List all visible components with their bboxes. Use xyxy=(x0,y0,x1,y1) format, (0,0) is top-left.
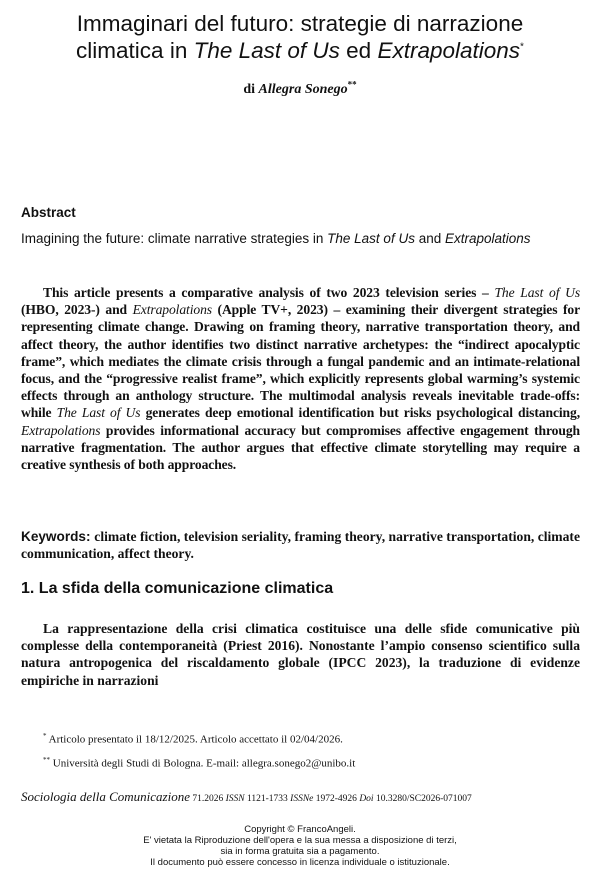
journal-citation xyxy=(21,789,580,805)
footnote-2-text: Università degli Studi di Bologna. E-mail: allegra.sonego2@unibo.it xyxy=(50,757,356,770)
footnote-1 xyxy=(21,726,580,750)
abstract-series-ref: The Last of Us xyxy=(494,285,581,300)
abstract-title-text: Imagining the future: climate narrative strategies in xyxy=(21,231,328,246)
author-name: Allegra Sonego xyxy=(258,82,348,97)
issne-label: ISSNe xyxy=(290,794,314,804)
abstract-title-text: and xyxy=(414,231,445,246)
abstract-series-ref: Extrapolations xyxy=(21,422,101,438)
abstract-series-ref: The Last of Us xyxy=(56,405,141,421)
abstract-text: This article presents a comparative analysis of two 2023 television series – xyxy=(43,285,495,300)
abstract-english-title xyxy=(21,230,580,247)
copyright-line: Copyright © FrancoAngeli. xyxy=(244,824,356,835)
footnote-1-mark: * xyxy=(43,732,47,740)
footnote-2 xyxy=(21,750,580,774)
title-line-1: Immaginari del futuro: strategie di narrazione xyxy=(76,11,524,36)
byline-prefix: di xyxy=(243,82,259,97)
abstract-title-series-2: Extrapolations xyxy=(444,231,531,246)
abstract-title-series-1: The Last of Us xyxy=(327,231,415,246)
section-paragraph: La rappresentazione della crisi climatica costituisce una delle sfide comunicative più complesse della contemporaneità (Priest 2016). Nonostante l’ampio consenso scientifico sulla natura antropogenica del riscaldamento globale (IPCC 2023), la traduzione di evidenze empiriche in narrazioni xyxy=(21,621,580,688)
copyright-line: E' vietata la Riproduzione dell'opera e la sua messa a disposizione di terzi, xyxy=(143,835,457,846)
article-title xyxy=(20,10,580,64)
journal-issue: 71.2026 xyxy=(189,794,226,804)
footnote-2-mark: ** xyxy=(43,755,50,764)
abstract-text: generates deep emotional identification but risks psychological distancing, xyxy=(140,405,581,421)
abstract-heading: Abstract xyxy=(21,205,76,220)
abstract-series-ref: Extrapolations xyxy=(132,302,212,318)
section-heading: 1. La sfida della comunicazione climatica xyxy=(21,580,334,597)
title-series-2: Extrapolations xyxy=(377,38,521,63)
copyright-line: Il documento può essere concesso in licenza individuale o istituzionale. xyxy=(150,857,450,868)
abstract-text: provides informational accuracy but compromises affective engagement through narrative fragmentation. The author argues that effective climate storytelling may require a creative synthesis of both approaches. xyxy=(21,422,580,473)
abstract-body xyxy=(21,284,580,473)
abstract-text: (HBO, 2023-) and xyxy=(21,302,133,318)
journal-name: Sociologia della Comunicazione xyxy=(21,789,190,804)
title-series-1: The Last of Us xyxy=(193,38,340,63)
title-text: climatica in xyxy=(76,38,194,63)
copyright-line: sia in forma gratuita sia a pagamento. xyxy=(220,846,380,857)
issne-value: 1972-4926 xyxy=(313,794,360,804)
title-line-2 xyxy=(20,37,580,64)
author-byline xyxy=(0,79,600,98)
title-text: ed xyxy=(339,38,378,63)
copyright-notice xyxy=(0,824,600,868)
author-footnote-mark: ** xyxy=(347,79,357,90)
footnote-1-text: Articolo presentato il 18/12/2025. Articolo accettato il 02/04/2026. xyxy=(46,733,343,746)
keywords xyxy=(21,528,580,562)
doi-value: 10.3280/SC2026-071007 xyxy=(373,794,472,804)
keywords-list: climate fiction, television seriality, framing theory, narrative transportation, climate communication, affect theory. xyxy=(21,529,580,562)
doi-label: Doi xyxy=(359,794,374,804)
title-footnote-mark: * xyxy=(520,41,524,53)
abstract-text: (Apple TV+, 2023) – examining their divergent strategies for representing climate change. Drawing on framing theory, narrative transportation theory, and affect theory, the author identifies two distinct narrative archetypes: the “indirect apocalyptic frame”, which mediates the climate crisis through a fungal pandemic and an intimate-relational focus, and the “progressive realist frame”, which explicitly represents global warming’s systemic effects through an anthology structure. The multimodal analysis reveals inevitable trade-offs: while xyxy=(21,302,580,421)
issn-value: 1121-1733 xyxy=(244,794,291,804)
keywords-label: Keywords xyxy=(21,529,86,544)
issn-label: ISSN xyxy=(225,794,245,804)
footnotes xyxy=(21,726,580,773)
keywords-colon: : xyxy=(85,529,95,544)
